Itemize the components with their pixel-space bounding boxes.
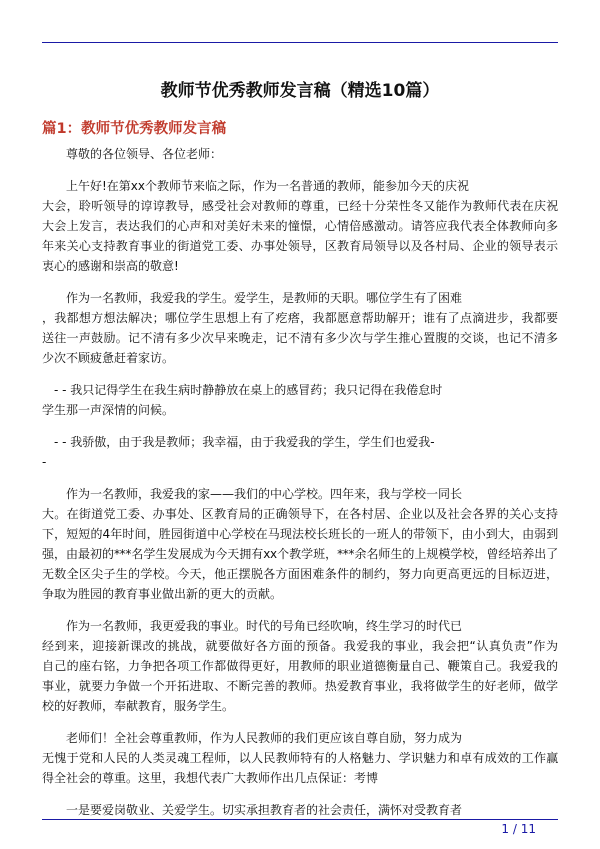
paragraph-line: 送往一声鼓励。记不清有多少次早来晚走，记不清有多少次与学生推心置腹的交谈，也记不清多 — [42, 331, 558, 345]
paragraph-line: 大会，聆听领导的谆谆教导，感受社会对教师的尊重，已经十分荣性冬又能作为教师代表在庆祝 — [42, 199, 558, 213]
paragraph-line: 得全社会的尊重。这里，我想代表广大教师作出几点保证：考博 — [42, 771, 379, 785]
paragraph-line: - — [42, 455, 47, 469]
paragraph-line: 事业，就要力争做一个开拓进取、不断完善的教师。热爱教育事业，我将做学生的好老师，做学 — [42, 679, 558, 693]
paragraph — [42, 144, 558, 164]
paragraph-line: 大会上发言，表达我们的心声和对美好未来的憧憬，心情倍感激动。请答应我代表全体教师向多 — [42, 219, 558, 233]
paragraph-line: 强，由最初的***名学生发展成为今天拥有xx个教学班，***余名师生的上规模学校，曾经培养出了 — [42, 547, 558, 561]
document-body — [42, 144, 558, 832]
paragraph — [42, 176, 558, 276]
paragraph-line: 学生那一声深情的问候。 — [42, 403, 175, 417]
paragraph-line: 校的好教师，奉献教育，服务学生。 — [42, 699, 235, 713]
document-title: 教师节优秀教师发言稿（精选10篇） — [160, 81, 440, 101]
paragraph-line: 一是要爱岗敬业、关爱学生。切实承担教育者的社会责任，满怀对受教育者 — [66, 803, 463, 817]
paragraph-line: 上午好!在第xx个教师节来临之际，作为一名普通的教师，能参加今天的庆祝 — [66, 179, 470, 193]
paragraph — [42, 728, 558, 788]
paragraph-line: 争取为胜园的教育事业做出新的更大的贡献。 — [42, 587, 283, 601]
paragraph — [42, 288, 558, 368]
paragraph-line: 下，短短的4年时间，胜园街道中心学校在马现法校长班长的一班人的带领下，由小到大，由弱到 — [42, 527, 558, 541]
paragraph — [42, 484, 558, 604]
paragraph-line: - - 我骄傲，由于我是教师；我幸福，由于我爱我的学生，学生们也爱我- — [54, 435, 435, 449]
paragraph-line: - - 我只记得学生在我生病时静静放在桌上的感冒药；我只记得在我倦怠时 — [54, 383, 443, 397]
section-heading: 篇1：教师节优秀教师发言稿 — [42, 121, 227, 137]
paragraph-line: 作为一名教师，我更爱我的事业。时代的号角已经吹响，终生学习的时代已 — [66, 619, 463, 633]
paragraph-line: 作为一名教师，我爱我的家——我们的中心学校。四年来，我与学校一同长 — [66, 487, 463, 501]
paragraph — [42, 800, 558, 820]
footer-rule — [42, 819, 558, 820]
paragraph-line: 自己的座右铭，力争把各项工作都做得更好，用教师的职业道德衡量自己、鞭策自己。我爱我的 — [42, 659, 558, 673]
paragraph-line: 经到来，迎接新课改的挑战，就要做好各方面的预备。我爱我的事业，我会把“认真负责”作为 — [42, 639, 558, 653]
paragraph-line: 老师们！全社会尊重教师，作为人民教师的我们更应该自尊自励，努力成为 — [66, 731, 463, 745]
paragraph-line: ，我都想方想法解决；哪位学生思想上有了疙瘩，我都愿意帮助解开；谁有了点滴进步，我都要 — [42, 311, 558, 325]
header-rule — [42, 42, 558, 43]
paragraph-line: 衷心的感谢和崇高的敬意! — [42, 259, 179, 273]
paragraph-line: 无数全区尖子生的学校。今天，他正摆脱各方面困难条件的制约，努力向更高更远的目标迈进， — [42, 567, 558, 581]
paragraph — [42, 616, 558, 716]
paragraph — [42, 432, 558, 472]
paragraph-line: 少次不顾疲惫赶着家访。 — [42, 351, 175, 365]
paragraph-line: 无愧于党和人民的人类灵魂工程师，以人民教师特有的人格魅力、学识魅力和卓有成效的工作赢 — [42, 751, 558, 765]
paragraph — [42, 380, 558, 420]
paragraph-line: 大。在街道党工委、办事处、区教育局的正确领导下，在各村居、企业以及社会各界的关心支持 — [42, 507, 558, 521]
paragraph-line: 作为一名教师，我爱我的学生。爱学生，是教师的天职。哪位学生有了困难 — [66, 291, 463, 305]
page-indicator: 1 / 11 — [501, 822, 536, 836]
paragraph-line: 尊敬的各位领导、各位老师： — [66, 147, 223, 161]
paragraph-line: 年来关心支持教育事业的街道党工委、办事处领导，区教育局领导以及各村局、企业的领导表示 — [42, 239, 558, 253]
